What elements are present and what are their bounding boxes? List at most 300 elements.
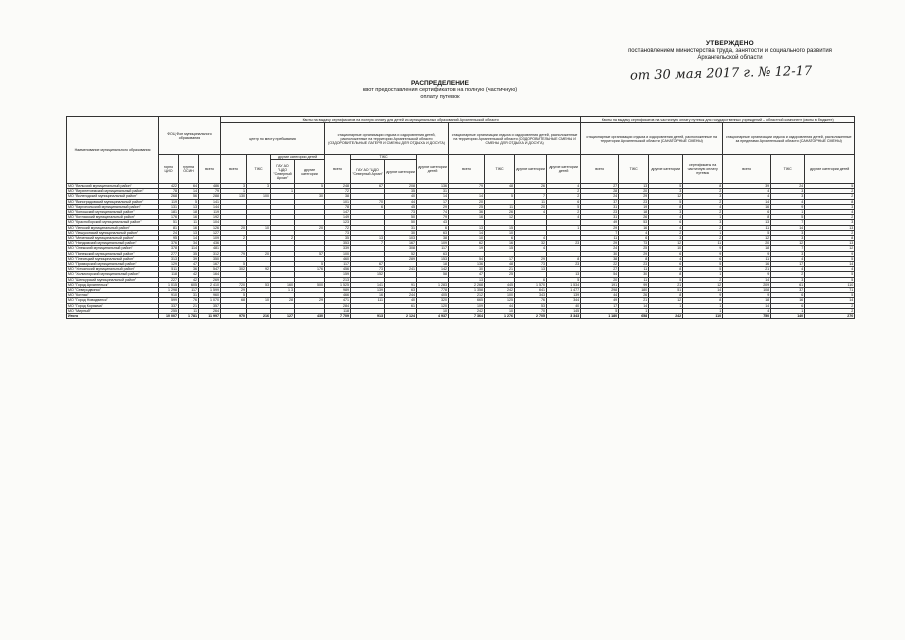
row-value-cell: 21 [649, 282, 683, 287]
row-value-cell: 970 [221, 314, 247, 319]
row-name-cell: МО "Котласский муниципальный район" [67, 215, 159, 220]
row-value-cell: 1 070 [199, 298, 221, 303]
row-value-cell: 11 [683, 241, 723, 246]
row-value-cell: 1 [619, 308, 649, 313]
row-value-cell: 20 [247, 251, 271, 256]
row-value-cell: 7 [351, 241, 385, 246]
row-value-cell: 76 [515, 298, 547, 303]
row-value-cell: 28 [271, 298, 295, 303]
row-value-cell: 40 [385, 298, 417, 303]
row-value-cell: 47 [179, 262, 199, 267]
subhead-tzhs-1: ТЖС [247, 155, 271, 184]
row-value-cell: 1 [771, 308, 805, 313]
approval-line-2: Архангельской области [697, 55, 763, 61]
row-value-cell: 10 007 [159, 314, 179, 319]
row-value-cell: 40 [385, 194, 417, 199]
row-value-cell: 109 [449, 303, 485, 308]
row-value-cell: 277 [159, 251, 179, 256]
row-value-cell: 126 [199, 225, 221, 230]
row-value-cell: 26 [515, 184, 547, 189]
row-value-cell: 3 [247, 184, 271, 189]
row-name-cell: МО "Мезенский муниципальный район" [67, 236, 159, 241]
row-name-cell: Итого [67, 314, 159, 319]
subhead-tzhs-2: ТЖС [351, 155, 417, 160]
row-value-cell: 344 [547, 298, 581, 303]
row-value-cell: 16 [771, 298, 805, 303]
row-value-cell: 63 [385, 288, 417, 293]
row-value-cell: 23 [619, 262, 649, 267]
row-value-cell: 7 [581, 230, 619, 235]
row-value-cell: 5 [649, 184, 683, 189]
row-value-cell: 4 [771, 199, 805, 204]
row-value-cell: 2 [805, 189, 855, 194]
row-value-cell: 120 [417, 303, 449, 308]
row-value-cell: 35 [385, 189, 417, 194]
row-value-cell: 108 [723, 288, 771, 293]
row-value-cell: 129 [159, 262, 179, 267]
row-value-cell: 91 [385, 282, 417, 287]
row-value-cell: 18 [619, 210, 649, 215]
subhead-other-7: другие категории [385, 160, 417, 184]
row-value-cell: 1 180 [581, 314, 619, 319]
row-value-cell: 1 276 [485, 314, 515, 319]
row-value-cell: 1 [771, 210, 805, 215]
row-value-cell: 67 [351, 262, 385, 267]
row-value-cell: 4 [771, 256, 805, 261]
row-value-cell: 29 [619, 194, 649, 199]
subhead-gau: ГАУ АО "ЦДО "Северный Архан" [271, 160, 295, 184]
row-value-cell: 20 [449, 199, 485, 204]
row-value-cell: 140 [771, 314, 805, 319]
row-value-cell: 4 [649, 225, 683, 230]
row-value-cell: 72 [325, 225, 351, 230]
row-name-cell: МО "Вилегодский муниципальный район" [67, 194, 159, 199]
row-value-cell: 8 [547, 256, 581, 261]
row-value-cell: 53 [619, 220, 649, 225]
row-value-cell: 4 [805, 267, 855, 272]
row-value-cell: 44 [485, 303, 515, 308]
row-value-cell: 30 [385, 230, 417, 235]
row-name-cell: МО "Коношский муниципальный район" [67, 210, 159, 215]
row-value-cell: 11 [619, 277, 649, 282]
group-sanatorium-b-header: стационарные организации отдыха и оздоровления детей, расположенные на территории Архангельской области (ОЗДОРОВИТЕЛЬНЫЕ СМЕНЫ И СМЕНЫ ДЛЯ ОТДЫХА И ДОСУГА) [449, 123, 581, 155]
row-value-cell: 6 [771, 293, 805, 298]
row-value-cell: 1 525 [325, 282, 351, 287]
row-value-cell: 5 [221, 262, 247, 267]
row-value-cell: 13 [619, 184, 649, 189]
row-name-cell: МО "Котлас" [67, 293, 159, 298]
row-value-cell: 37 [771, 288, 805, 293]
row-value-cell: 3 [771, 189, 805, 194]
row-value-cell: 95 [159, 236, 179, 241]
row-value-cell: 9 [771, 204, 805, 209]
row-value-cell: 5 [221, 293, 247, 298]
row-value-cell: 103 [385, 236, 417, 241]
row-value-cell: 35 [179, 251, 199, 256]
row-value-cell: 3 343 [547, 314, 581, 319]
row-value-cell: 17 [581, 303, 619, 308]
row-value-cell: 119 [159, 199, 179, 204]
row-value-cell: 68 [221, 298, 247, 303]
row-value-cell: 12 [485, 215, 515, 220]
row-value-cell: 74 [417, 210, 449, 215]
row-name-cell: МО "Холмогорский муниципальный район" [67, 272, 159, 277]
row-value-cell: 111 [351, 298, 385, 303]
row-value-cell: 48 [485, 262, 515, 267]
row-name-cell: МО "Каргопольский муниципальный район" [67, 204, 159, 209]
row-value-cell: 1 283 [417, 282, 449, 287]
row-value-cell: 5 [805, 293, 855, 298]
row-value-cell: 13 [515, 267, 547, 272]
row-value-cell: 4 [547, 184, 581, 189]
row-value-cell: 136 [449, 262, 485, 267]
group-b2-header: стационарные организации отдыха и оздоровления детей, расположенные за пределами Архангельской области (САНАТОРНЫЕ СМЕНЫ) [723, 123, 855, 155]
row-name-cell: МО "Красноборский муниципальный район" [67, 220, 159, 225]
row-value-cell: 3 [771, 236, 805, 241]
row-value-cell: 109 [417, 241, 449, 246]
section-a-header: Квоты на выдачу сертификатов на полную оплату для детей из муниципальных образований Архангельской области [221, 117, 581, 123]
row-value-cell: 2 [547, 194, 581, 199]
row-value-cell: 18 [723, 298, 771, 303]
row-value-cell: 17 [417, 199, 449, 204]
row-value-cell: 30 [619, 272, 649, 277]
row-value-cell: 5 [649, 199, 683, 204]
row-value-cell: 192 [199, 215, 221, 220]
row-value-cell: 4 [723, 194, 771, 199]
row-value-cell: 51 [159, 220, 179, 225]
row-value-cell: 13 [805, 241, 855, 246]
row-value-cell: 456 [325, 267, 351, 272]
row-value-cell: 1 358 [449, 288, 485, 293]
row-value-cell: 118 [159, 272, 179, 277]
row-name-cell: МО "Вельский муниципальный район" [67, 184, 159, 189]
row-value-cell: 114 [179, 246, 199, 251]
approval-line-1: постановлением министерства труда, занятости и социального развития [628, 47, 832, 54]
row-value-cell: 2 124 [385, 314, 417, 319]
row-value-cell: 50 [385, 215, 417, 220]
row-value-cell: 12 [805, 246, 855, 251]
row-value-cell: 81 [159, 225, 179, 230]
row-value-cell: 4 [649, 256, 683, 261]
subhead-mine: горно ЦИО [159, 155, 179, 184]
row-name-cell: МО "Виноградовский муниципальный район" [67, 199, 159, 204]
row-value-cell: 15 [485, 225, 515, 230]
row-value-cell: 8 [805, 199, 855, 204]
row-name-cell: МО "Лешуконский муниципальный район" [67, 230, 159, 235]
row-value-cell: 7 [771, 246, 805, 251]
row-value-cell: 269 [199, 277, 221, 282]
row-name-cell: МО "Верхнетоемский муниципальный район" [67, 189, 159, 194]
row-value-cell: 9 [683, 246, 723, 251]
row-value-cell: 10 [247, 225, 271, 230]
row-value-cell: 2 [547, 189, 581, 194]
row-value-cell: 2 [805, 215, 855, 220]
row-value-cell: 5 [485, 194, 515, 199]
row-value-cell: 145 [547, 308, 581, 313]
row-value-cell: 2 [221, 236, 247, 241]
row-value-cell: 9 [723, 272, 771, 277]
row-value-cell: 12 [771, 241, 805, 246]
row-value-cell: 242 [485, 288, 515, 293]
row-value-cell: 49 [581, 298, 619, 303]
row-value-cell: 1 [683, 303, 723, 308]
row-value-cell: 3 [771, 251, 805, 256]
col-header-name: Наименование муниципального образования [67, 117, 159, 184]
row-value-cell: 7 364 [449, 314, 485, 319]
row-value-cell: 13 [547, 272, 581, 277]
subhead-other-3: другие категории детей [547, 155, 581, 184]
row-name-cell: МО "Пинежский муниципальный район" [67, 251, 159, 256]
row-value-cell: 599 [159, 298, 179, 303]
row-value-cell: 130 [221, 194, 247, 199]
row-value-cell: 11 [723, 256, 771, 261]
row-value-cell: 31 [385, 225, 417, 230]
row-value-cell: 72 [325, 189, 351, 194]
row-value-cell: 3 [771, 194, 805, 199]
row-value-cell: 136 [417, 184, 449, 189]
row-value-cell: 70 [351, 199, 385, 204]
row-value-cell: 212 [449, 293, 485, 298]
row-value-cell: 16 [619, 225, 649, 230]
row-value-cell: 36 [449, 210, 485, 215]
row-value-cell: 5 [805, 256, 855, 261]
row-name-cell: МО "Город Архангельск" [67, 282, 159, 287]
row-value-cell: 117 [325, 262, 351, 267]
row-value-cell: 16 [485, 241, 515, 246]
row-value-cell: 167 [385, 241, 417, 246]
row-value-cell: 1 [271, 189, 295, 194]
row-value-cell: 4 [515, 246, 547, 251]
row-value-cell: 6 [649, 220, 683, 225]
row-value-cell: 109 [199, 236, 221, 241]
row-value-cell: 79 [199, 189, 221, 194]
subhead-total-1: всего [199, 155, 221, 184]
row-value-cell: 117 [417, 246, 449, 251]
total-row [67, 314, 855, 319]
row-value-cell: 10 [247, 298, 271, 303]
row-value-cell: 13 [351, 236, 385, 241]
row-value-cell: 110 [805, 282, 855, 287]
row-value-cell: 30 [581, 251, 619, 256]
row-value-cell: 2 [683, 236, 723, 241]
row-value-cell: 42 [179, 272, 199, 277]
row-value-cell: 11 [179, 220, 199, 225]
row-value-cell: 21 [723, 267, 771, 272]
row-value-cell: 39 [723, 184, 771, 189]
row-value-cell: 152 [351, 272, 385, 277]
row-value-cell: 255 [159, 308, 179, 313]
row-value-cell: 25 [619, 246, 649, 251]
row-value-cell: 38 [417, 236, 449, 241]
row-value-cell: 5 [771, 215, 805, 220]
row-value-cell: 26 [619, 293, 649, 298]
row-value-cell: 2 [649, 230, 683, 235]
row-value-cell: 6 [417, 225, 449, 230]
row-value-cell: 31 [179, 293, 199, 298]
row-value-cell: 14 [771, 225, 805, 230]
row-value-cell: 38 [325, 194, 351, 199]
row-value-cell: 67 [351, 184, 385, 189]
row-value-cell: 20 [619, 189, 649, 194]
subhead-other-4: другие категории [649, 155, 683, 184]
row-value-cell: 14 [723, 277, 771, 282]
row-value-cell: 13 [179, 204, 199, 209]
row-value-cell: 63 [417, 251, 449, 256]
row-value-cell: 486 [199, 184, 221, 189]
row-value-cell: 61 [771, 282, 805, 287]
row-value-cell: 21 [619, 298, 649, 303]
row-value-cell: 913 [351, 314, 385, 319]
row-value-cell: 42 [179, 277, 199, 282]
row-name-cell: МО "Онежский муниципальный район" [67, 246, 159, 251]
row-value-cell: 6 [683, 256, 723, 261]
row-value-cell: 9 [683, 293, 723, 298]
row-value-cell: 4 [723, 308, 771, 313]
row-value-cell: 284 [325, 303, 351, 308]
row-value-cell: 3 [805, 220, 855, 225]
row-value-cell: 56 [179, 194, 199, 199]
row-value-cell: 30 [295, 194, 325, 199]
row-value-cell: 37 [581, 199, 619, 204]
row-value-cell: 11 [179, 308, 199, 313]
row-value-cell: 320 [417, 298, 449, 303]
row-value-cell: 45 [385, 204, 417, 209]
row-value-cell: 64 [179, 184, 199, 189]
row-value-cell: 117 [179, 288, 199, 293]
row-value-cell: 910 [159, 293, 179, 298]
row-value-cell: 20 [295, 225, 325, 230]
row-value-cell: 144 [199, 204, 221, 209]
row-value-cell: 29 [619, 251, 649, 256]
row-value-cell: 1 [547, 225, 581, 230]
quota-table-body [67, 184, 855, 319]
row-value-cell: 1 599 [199, 288, 221, 293]
row-value-cell: 73 [619, 241, 649, 246]
row-value-cell: 11 [723, 225, 771, 230]
row-value-cell: 26 [485, 210, 515, 215]
row-value-cell: 4 937 [417, 314, 449, 319]
row-value-cell: 53 [247, 282, 271, 287]
row-value-cell: 38 [581, 256, 619, 261]
row-value-cell: 160 [271, 282, 295, 287]
row-value-cell: 23 [547, 241, 581, 246]
row-value-cell: 4 [771, 267, 805, 272]
row-value-cell: 29 [581, 225, 619, 230]
row-value-cell: 13 [449, 277, 485, 282]
row-value-cell: 31 [417, 189, 449, 194]
row-value-cell: 4 [649, 215, 683, 220]
row-value-cell: 4 [515, 236, 547, 241]
row-value-cell: 17 [771, 262, 805, 267]
row-value-cell: 6 [723, 210, 771, 215]
row-value-cell: 242 [649, 314, 683, 319]
row-name-cell: МО "Шенкурский муниципальный район" [67, 277, 159, 282]
row-value-cell: 2 [683, 277, 723, 282]
row-value-cell: 357 [199, 303, 221, 308]
row-value-cell: 14 [449, 230, 485, 235]
row-value-cell: 31 [581, 215, 619, 220]
row-name-cell: МО "Город Новодвинск" [67, 298, 159, 303]
row-value-cell: 2 [771, 272, 805, 277]
subhead-total-4: всего [449, 155, 485, 184]
row-value-cell: 54 [581, 272, 619, 277]
row-value-cell: 32 [515, 241, 547, 246]
row-value-cell: 13 [179, 230, 199, 235]
row-value-cell: 6 [619, 236, 649, 241]
row-value-cell: 47 [449, 272, 485, 277]
row-value-cell: 1 [221, 189, 247, 194]
row-value-cell: 6 [547, 199, 581, 204]
row-value-cell: 14 [619, 303, 649, 308]
row-value-cell: 62 [449, 241, 485, 246]
row-value-cell: 191 [581, 282, 619, 287]
row-value-cell: 123 [325, 220, 351, 225]
row-value-cell: 5 [649, 277, 683, 282]
row-name-cell: МО "Плесецкий муниципальный район" [67, 256, 159, 261]
row-value-cell: 71 [805, 288, 855, 293]
row-value-cell: 466 [325, 293, 351, 298]
row-value-cell: 28 [581, 189, 619, 194]
row-name-cell: МО "Северодвинск" [67, 288, 159, 293]
document-subtitle-2: оплату путевок [420, 94, 460, 100]
row-value-cell: 4 [805, 210, 855, 215]
row-value-cell: 29 [221, 288, 247, 293]
row-value-cell: 26 [619, 215, 649, 220]
row-value-cell: 11 [515, 199, 547, 204]
row-value-cell: 405 [417, 293, 449, 298]
row-value-cell: 147 [325, 210, 351, 215]
row-value-cell: 159 [325, 272, 351, 277]
row-value-cell: 343 [515, 293, 547, 298]
row-value-cell: 14 [723, 303, 771, 308]
approval-title: УТВЕРЖДЕНО [706, 40, 754, 47]
row-value-cell: 101 [325, 199, 351, 204]
row-value-cell: 23 [547, 262, 581, 267]
row-value-cell: 8 [723, 215, 771, 220]
row-value-cell: 6 [351, 204, 385, 209]
row-value-cell: 118 [325, 308, 351, 313]
row-value-cell: 2 [683, 225, 723, 230]
row-value-cell: 313 [159, 256, 179, 261]
row-value-cell: 119 [199, 210, 221, 215]
row-value-cell: 39 [179, 256, 199, 261]
row-value-cell: 436 [199, 241, 221, 246]
row-value-cell: 78 [159, 189, 179, 194]
row-value-cell: 2 [805, 194, 855, 199]
row-value-cell: 14 [179, 189, 199, 194]
row-value-cell: 15 [485, 246, 515, 251]
row-value-cell: 2 [805, 230, 855, 235]
subhead-tzhs-5: ТЖС [771, 155, 805, 184]
row-value-cell: 25 [449, 204, 485, 209]
row-value-cell: 5 [179, 199, 199, 204]
row-value-cell: 24 [159, 230, 179, 235]
row-name-cell: МО "Устьянский муниципальный район" [67, 267, 159, 272]
row-value-cell: 378 [159, 246, 179, 251]
row-value-cell: 302 [221, 267, 247, 272]
row-value-cell: 2 268 [449, 282, 485, 287]
row-value-cell: 10 [485, 230, 515, 235]
row-value-cell: 3 [771, 230, 805, 235]
row-value-cell: 40 [547, 303, 581, 308]
row-value-cell: 665 [449, 298, 485, 303]
row-value-cell: 471 [325, 298, 351, 303]
row-value-cell: 4 [547, 215, 581, 220]
row-value-cell: 131 [159, 204, 179, 209]
row-value-cell: 337 [159, 303, 179, 308]
row-value-cell: 20 [723, 241, 771, 246]
row-value-cell: 2 [683, 189, 723, 194]
